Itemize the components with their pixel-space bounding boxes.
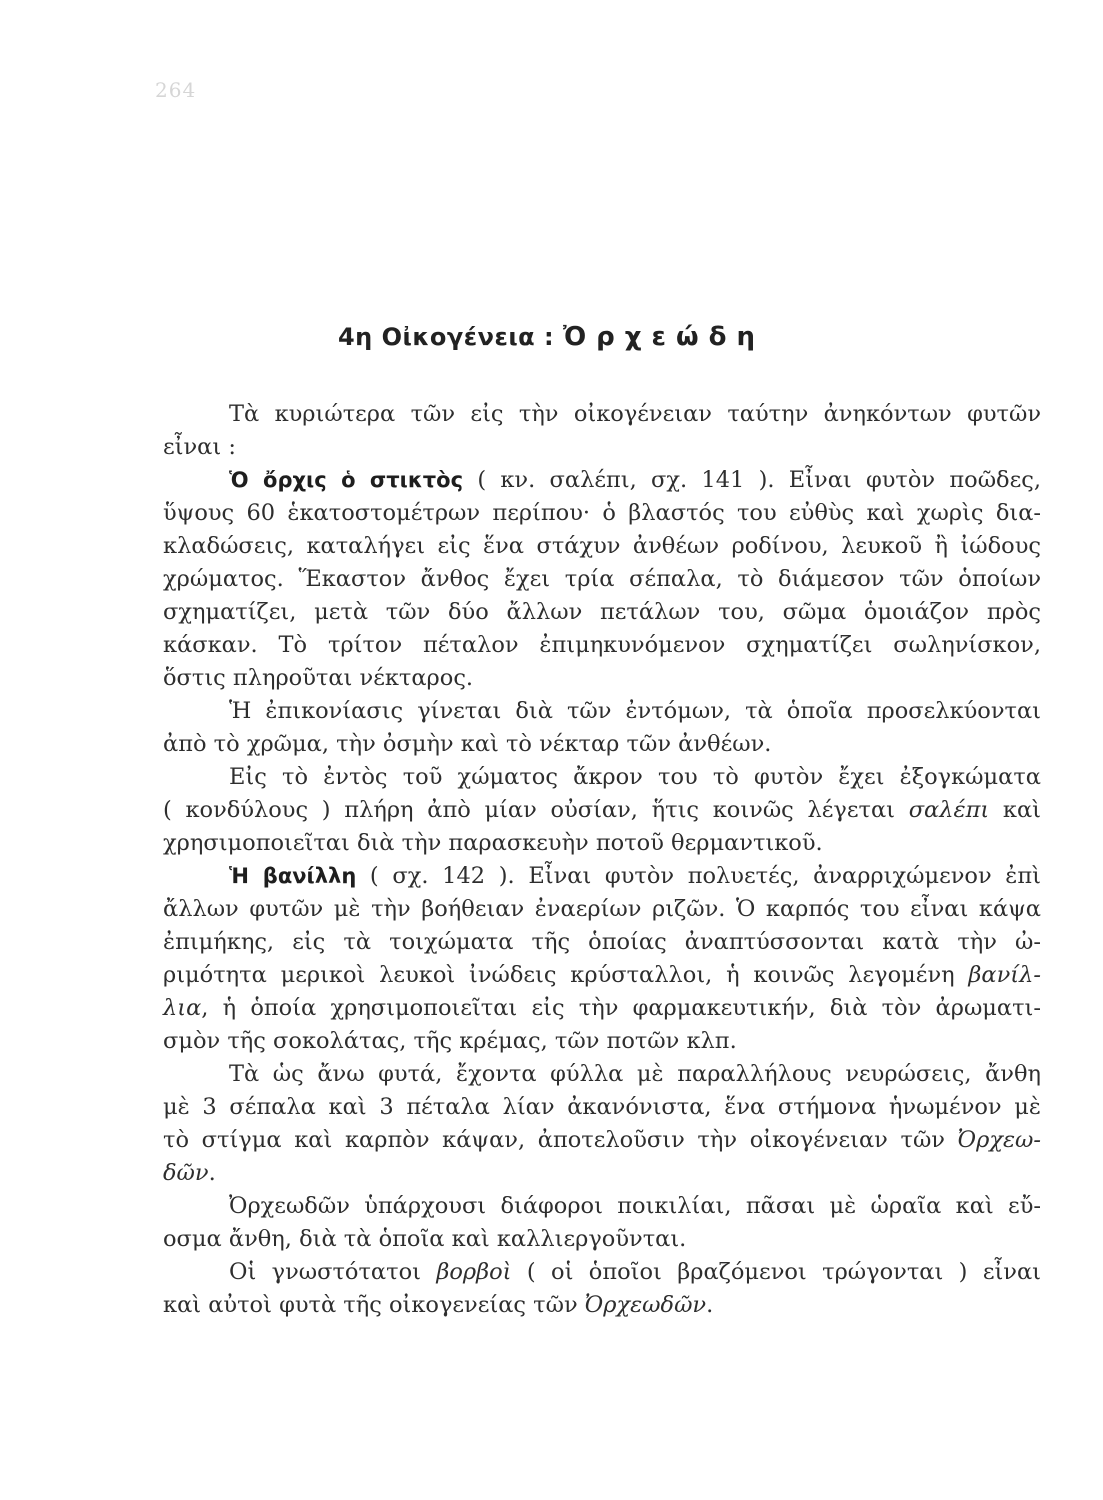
text-line <box>163 1157 1041 1190</box>
species-name-orchis: Ὁ ὄρχις ὁ στικτὸς <box>229 468 464 492</box>
text-run: Οἱ γνωστότατοι <box>229 1259 437 1285</box>
body-text <box>163 398 1041 1322</box>
text-line: Εἰς τὸ ἐντὸς τοῦ χώματος ἄκρον του τὸ φυτὸν ἔχει ἐξογκώματα <box>229 764 1041 790</box>
reverse-side-bleed-through <box>150 108 1050 311</box>
text-line: Τὰ κυριώτερα τῶν εἰς τὴν οἰκογένειαν ταύτην ἀνηκόντων φυτῶν <box>229 401 1041 427</box>
heading-family-name: Ὀρχεώδη <box>562 322 765 352</box>
chapter-heading <box>0 322 1103 352</box>
text-run: ( σχ. 142 ). Εἶναι φυτὸν πολυετές, ἀναρριχώμενον ἐπὶ <box>356 863 1041 889</box>
text-line: σμὸν τῆς σοκολάτας, τῆς κρέμας, τῶν ποτῶν κλπ. <box>163 1028 737 1054</box>
text-line: ἐπιμήκης, εἰς τὰ τοιχώματα τῆς ὁποίας ἀναπτύσσονται κατὰ τὴν ὠ- <box>163 929 1041 955</box>
text-run: καὶ <box>989 797 1041 823</box>
text-line <box>163 464 1041 497</box>
bleed-line <box>150 137 1050 166</box>
text-run: . <box>706 1292 714 1318</box>
text-line <box>163 860 1041 893</box>
text-run: ( κονδύλους ) πλήρη ἀπὸ μίαν οὐσίαν, ἥτις κοινῶς λέγεται <box>163 797 909 823</box>
text-run: τὸ στίγμα καὶ καρπὸν κάψαν, ἀποτελοῦσιν τὴν οἰκογένειαν τῶν <box>163 1127 958 1153</box>
page-number: 264 <box>155 78 197 102</box>
text-run: , ἡ ὁποία χρησιμοποιεῖται εἰς τὴν φαρμακευτικήν, διὰ τὸν ἀρωματι- <box>201 995 1041 1021</box>
text-line <box>163 1124 1041 1157</box>
italic-term: Ὀρχεωδῶν <box>584 1292 707 1318</box>
text-line: κάσκαν. Τὸ τρίτον πέταλον ἐπιμηκυνόμενον σχηματίζει σωληνίσκον, <box>163 632 1041 658</box>
italic-term: σαλέπι <box>908 797 990 823</box>
italic-term: λια <box>163 995 202 1021</box>
bleed-line <box>150 224 1050 253</box>
bleed-line <box>150 195 1050 224</box>
text-line <box>163 794 1041 827</box>
text-run: ( οἱ ὁποῖοι βραζόμενοι τρώγονται ) εἶναι <box>511 1259 1042 1285</box>
text-line: ἀπὸ τὸ χρῶμα, τὴν ὀσμὴν καὶ τὸ νέκταρ τῶν ἀνθέων. <box>163 731 772 757</box>
italic-term: Ὀρχεω- <box>957 1127 1041 1153</box>
text-line <box>163 992 1041 1025</box>
text-line: χρησιμοποιεῖται διὰ τὴν παρασκευὴν ποτοῦ θερμαντικοῦ. <box>163 830 823 856</box>
text-run: . <box>208 1160 216 1186</box>
bleed-line <box>150 253 1050 282</box>
text-line: οσμα ἄνθη, διὰ τὰ ὁποῖα καὶ καλλιεργοῦνται. <box>163 1226 687 1252</box>
heading-prefix: 4η Οἰκογένεια : <box>337 323 563 351</box>
text-line: Τὰ ὡς ἄνω φυτά, ἔχοντα φύλλα μὲ παραλλήλους νευρώσεις, ἄνθη <box>229 1061 1041 1087</box>
text-line: Ἡ ἐπικονίασις γίνεται διὰ τῶν ἐντόμων, τὰ ὁποῖα προσελκύονται <box>229 698 1041 724</box>
text-line: ὕψους 60 ἑκατοστομέτρων περίπου· ὁ βλαστός του εὐθὺς καὶ χωρὶς δια- <box>163 500 1041 526</box>
text-line <box>163 1289 1041 1322</box>
text-line: σχηματίζει, μετὰ τῶν δύο ἄλλων πετάλων του, σῶμα ὁμοιάζον πρὸς <box>163 599 1041 625</box>
bleed-line <box>150 282 1050 311</box>
text-line: ὅστις πληροῦται νέκταρος. <box>163 665 474 691</box>
text-line: κλαδώσεις, καταλήγει εἰς ἕνα στάχυν ἀνθέων ροδίνου, λευκοῦ ἢ ἰώδους <box>163 533 1041 559</box>
text-line: ἄλλων φυτῶν μὲ τὴν βοήθειαν ἐναερίων ριζῶν. Ὁ καρπός του εἶναι κάψα <box>163 896 1041 922</box>
italic-term: δῶν <box>163 1160 209 1186</box>
italic-term: βανίλ- <box>968 962 1041 988</box>
bleed-line <box>150 166 1050 195</box>
species-name-vanilla: Ἡ βανίλλη <box>229 864 357 888</box>
text-line: εἶναι : <box>163 434 236 460</box>
text-run: ( κν. σαλέπι, σχ. 141 ). Εἶναι φυτὸν ποῶδες, <box>463 467 1041 493</box>
text-run: ριμότητα μερικοὶ λευκοὶ ἰνώδεις κρύσταλλοι, ἡ κοινῶς λεγομένη <box>163 962 969 988</box>
text-line: Ὀρχεωδῶν ὑπάρχουσι διάφοροι ποικιλίαι, πᾶσαι μὲ ὡραῖα καὶ εὔ- <box>229 1193 1041 1219</box>
text-line: μὲ 3 σέπαλα καὶ 3 πέταλα λίαν ἀκανόνιστα, ἕνα στήμονα ἡνωμένον μὲ <box>163 1094 1041 1120</box>
text-run: καὶ αὐτοὶ φυτὰ τῆς οἰκογενείας τῶν <box>163 1292 585 1318</box>
text-line <box>163 959 1041 992</box>
text-line: χρώματος. Ἕκαστον ἄνθος ἔχει τρία σέπαλα, τὸ διάμεσον τῶν ὁποίων <box>163 566 1041 592</box>
text-line <box>163 1256 1041 1289</box>
italic-term: βορβοὶ <box>436 1259 512 1285</box>
bleed-line <box>150 108 1050 137</box>
